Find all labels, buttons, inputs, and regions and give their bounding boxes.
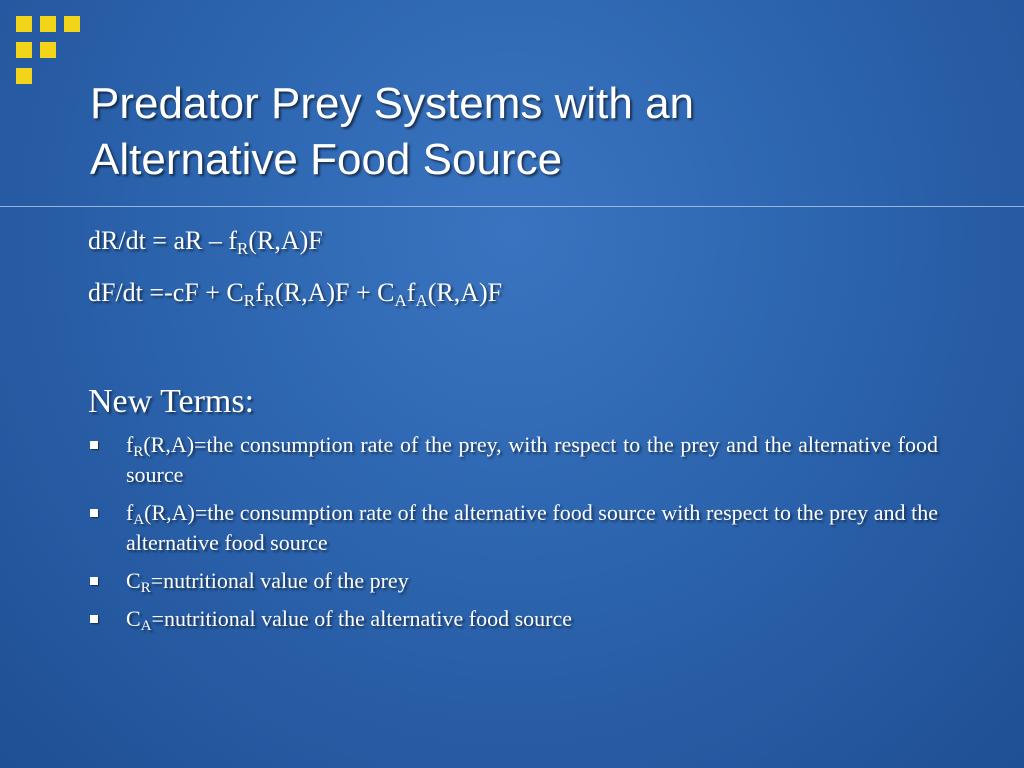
equation-text: (R,A)F [248,226,323,255]
term-item [86,430,938,490]
term-symbol: C [126,606,141,631]
equation-text: f [406,278,416,307]
equation-subscript: R [237,239,249,258]
equation-text: f [255,278,264,307]
term-symbol: f [126,500,134,525]
equation-subscript: A [394,291,407,310]
term-subscript: A [133,512,145,528]
logo-square [64,16,80,32]
logo-square [16,42,32,58]
equations-block [88,228,502,332]
slide-title-line-2: Alternative Food Source [90,135,563,184]
slide-title-line-1: Predator Prey Systems with an [90,79,695,128]
equation-text: dR/dt = aR – f [88,226,237,255]
square-bullet-icon [90,509,98,517]
equation-text: (R,A)F [427,278,503,307]
equation-subscript: A [415,291,428,310]
term-item [86,498,938,558]
equation-prey [88,226,502,258]
logo-square [40,42,56,58]
equation-subscript: R [263,291,276,310]
terms-list [86,430,938,642]
equation-text: (R,A)F + C [275,278,395,307]
term-item [86,566,938,596]
term-definition: =nutritional value of the alternative food source [151,606,573,631]
logo-square [16,16,32,32]
term-item [86,604,938,634]
slide-logo-squares [16,16,88,88]
term-symbol: f [126,432,134,457]
term-subscript: R [133,444,144,460]
term-definition: (R,A)=the consumption rate of the prey, with respect to the prey and the alternative food source [126,432,938,487]
equation-text: dF/dt =-cF + C [88,278,244,307]
term-definition: =nutritional value of the prey [150,568,409,593]
equation-subscript: R [243,291,256,310]
square-bullet-icon [90,615,98,623]
logo-square [16,68,32,84]
term-symbol: C [126,568,141,593]
logo-square [40,16,56,32]
term-subscript: R [140,580,151,596]
term-subscript: A [140,618,152,634]
section-heading-new-terms: New Terms: [88,383,255,420]
title-divider [0,206,1024,207]
term-definition: (R,A)=the consumption rate of the alternative food source with respect to the prey and the alternative food source [126,500,938,555]
square-bullet-icon [90,441,98,449]
equation-predator [88,278,503,310]
slide-title [90,76,990,188]
square-bullet-icon [90,577,98,585]
